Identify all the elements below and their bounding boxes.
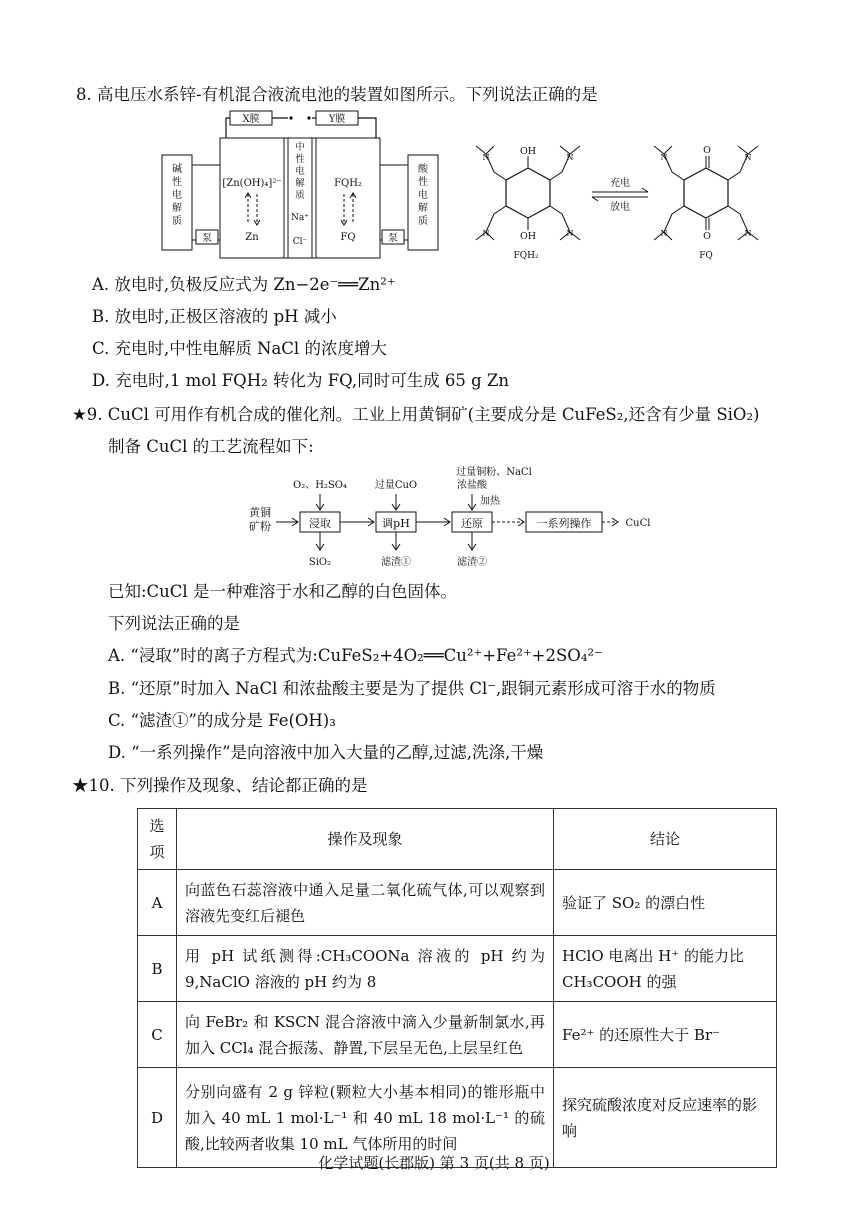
- row-option: D: [138, 1068, 177, 1168]
- right-tank-label: 酸性电解质: [418, 164, 428, 227]
- q9-option-a: A. “浸取”时的离子方程式为:CuFeS₂+4O₂══Cu²⁺+Fe²⁺+2SO₄²⁻: [108, 646, 603, 665]
- row-conclusion: 验证了 SO₂ 的漂白性: [554, 870, 777, 936]
- svg-text:N: N: [566, 229, 574, 238]
- row-operation: 向蓝色石蕊溶液中通入足量二氧化硫气体,可以观察到溶液先变红后褪色: [177, 870, 554, 936]
- q8-option-c: C. 充电时,中性电解质 NaCl 的浓度增大: [92, 339, 387, 358]
- product-cucl: CuCl: [625, 518, 651, 529]
- fq-label: FQ: [699, 251, 713, 261]
- svg-text:N: N: [482, 229, 490, 238]
- q9-stem-1: ★9. CuCl 可用作有机合成的催化剂。工业上用黄铜矿(主要成分是 CuFeS₂,还含有少量 SiO₂): [72, 405, 760, 424]
- y-membrane-label: Y膜: [328, 114, 346, 125]
- page-footer: 化学试题(长郡版) 第 3 页(共 8 页): [318, 1154, 550, 1172]
- svg-text:N: N: [744, 153, 752, 162]
- q8-option-d: D. 充电时,1 mol FQH₂ 转化为 FQ,同时可生成 65 g Zn: [92, 371, 509, 390]
- zn-label: Zn: [245, 232, 259, 243]
- fq-structures: [466, 140, 776, 270]
- svg-text:N: N: [482, 153, 490, 162]
- q9-ask: 下列说法正确的是: [108, 614, 240, 633]
- fqh2-cell-label: FQH₂: [334, 178, 362, 189]
- svg-text:N: N: [660, 153, 668, 162]
- q10-stem: ★10. 下列操作及现象、结论都正确的是: [72, 776, 368, 795]
- row-conclusion: 探究硫酸浓度对反应速率的影响: [554, 1068, 777, 1168]
- svg-text:N: N: [744, 229, 752, 238]
- q9-stem-2: 制备 CuCl 的工艺流程如下:: [108, 437, 314, 456]
- cl-ion-label: Cl⁻: [292, 237, 308, 247]
- q8-option-b: B. 放电时,正极区溶液的 pH 减小: [92, 307, 337, 326]
- row-operation: 向 FeBr₂ 和 KSCN 混合溶液中滴入少量新制氯水,再加入 CCl₄ 混合振荡、静置,下层呈无色,上层呈红色: [177, 1002, 554, 1068]
- discharge-label: 放电: [610, 202, 630, 213]
- header-conclusion: 结论: [554, 809, 777, 870]
- residue-sio2: SiO₂: [308, 557, 332, 568]
- fq-cell-label: FQ: [340, 232, 356, 243]
- q8-option-a: A. 放电时,负极反应式为 Zn−2e⁻══Zn²⁺: [92, 275, 396, 294]
- step-reduction: 还原: [461, 517, 483, 530]
- svg-text:N: N: [660, 229, 668, 238]
- pump-right-label: 泵: [388, 233, 398, 244]
- row-option: C: [138, 1002, 177, 1068]
- reagent-o2-h2so4: O₂、H₂SO₄: [293, 480, 347, 491]
- reagent-cuo: 过量CuO: [374, 480, 418, 491]
- raw-material-line1: 黄铜: [249, 506, 271, 519]
- reagent-hcl: 浓盐酸: [457, 480, 487, 491]
- table-row: [138, 1002, 777, 1068]
- svg-text:N: N: [566, 153, 574, 162]
- zincate-label: [Zn(OH)₄]²⁻: [222, 178, 282, 189]
- row-operation: 用 pH 试纸测得:CH₃COONa 溶液的 pH 约为 9,NaClO 溶液的 pH 约为 8: [177, 936, 554, 1002]
- raw-material-line2: 矿粉: [249, 520, 271, 533]
- row-conclusion: HClO 电离出 H⁺ 的能力比 CH₃COOH 的强: [554, 936, 777, 1002]
- q9-known: 已知:CuCl 是一种难溶于水和乙醇的白色固体。: [108, 582, 457, 601]
- process-flowchart: [246, 466, 666, 574]
- pump-left-label: 泵: [202, 233, 212, 244]
- table-header-row: [138, 809, 777, 870]
- row-option: A: [138, 870, 177, 936]
- row-option: B: [138, 936, 177, 1002]
- q9-option-b: B. “还原”时加入 NaCl 和浓盐酸主要是为了提供 Cl⁻,跟铜元素形成可溶于水的物质: [108, 679, 716, 698]
- table-row: [138, 936, 777, 1002]
- reagent-cu-nacl: 过量铜粉、NaCl: [456, 467, 532, 478]
- q8-stem: 8. 高电压水系锌-有机混合液流电池的装置如图所示。下列说法正确的是: [76, 85, 598, 104]
- step-adjust-ph: 调pH: [382, 517, 410, 530]
- x-membrane-label: X膜: [242, 114, 260, 125]
- experiment-table: [137, 808, 777, 1168]
- fqh2-label: FQH₂: [513, 251, 539, 261]
- oh-bottom: OH: [519, 231, 537, 242]
- o-top: O: [703, 145, 711, 156]
- header-option: 选项: [138, 809, 177, 870]
- q9-option-d: D. “一系列操作”是向溶液中加入大量的乙醇,过滤,洗涤,干燥: [108, 743, 544, 762]
- q9-option-c: C. “滤渣①”的成分是 Fe(OH)₃: [108, 711, 336, 730]
- residue-1: 滤渣①: [381, 557, 411, 568]
- battery-diagram: [160, 110, 440, 260]
- charge-label: 充电: [610, 178, 630, 189]
- heat-label: 加热: [480, 496, 500, 507]
- row-conclusion: Fe²⁺ 的还原性大于 Br⁻: [554, 1002, 777, 1068]
- step-series: 一系列操作: [536, 517, 592, 530]
- neutral-electrolyte-label: 中性电解质: [295, 142, 305, 201]
- step-leaching: 浸取: [309, 517, 331, 530]
- oh-top: OH: [519, 146, 537, 157]
- residue-2: 滤渣②: [457, 557, 487, 568]
- left-tank-label: 碱性电解质: [172, 164, 182, 227]
- row-operation: 分别向盛有 2 g 锌粒(颗粒大小基本相同)的锥形瓶中加入 40 mL 1 mol·L⁻¹ 和 40 mL 18 mol·L⁻¹ 的硫酸,比较两者收集 10 mL 气体所用的时间: [177, 1068, 554, 1168]
- o-bottom: O: [703, 231, 711, 242]
- header-operation: 操作及现象: [177, 809, 554, 870]
- na-ion-label: Na⁺: [291, 213, 309, 223]
- table-row: [138, 870, 777, 936]
